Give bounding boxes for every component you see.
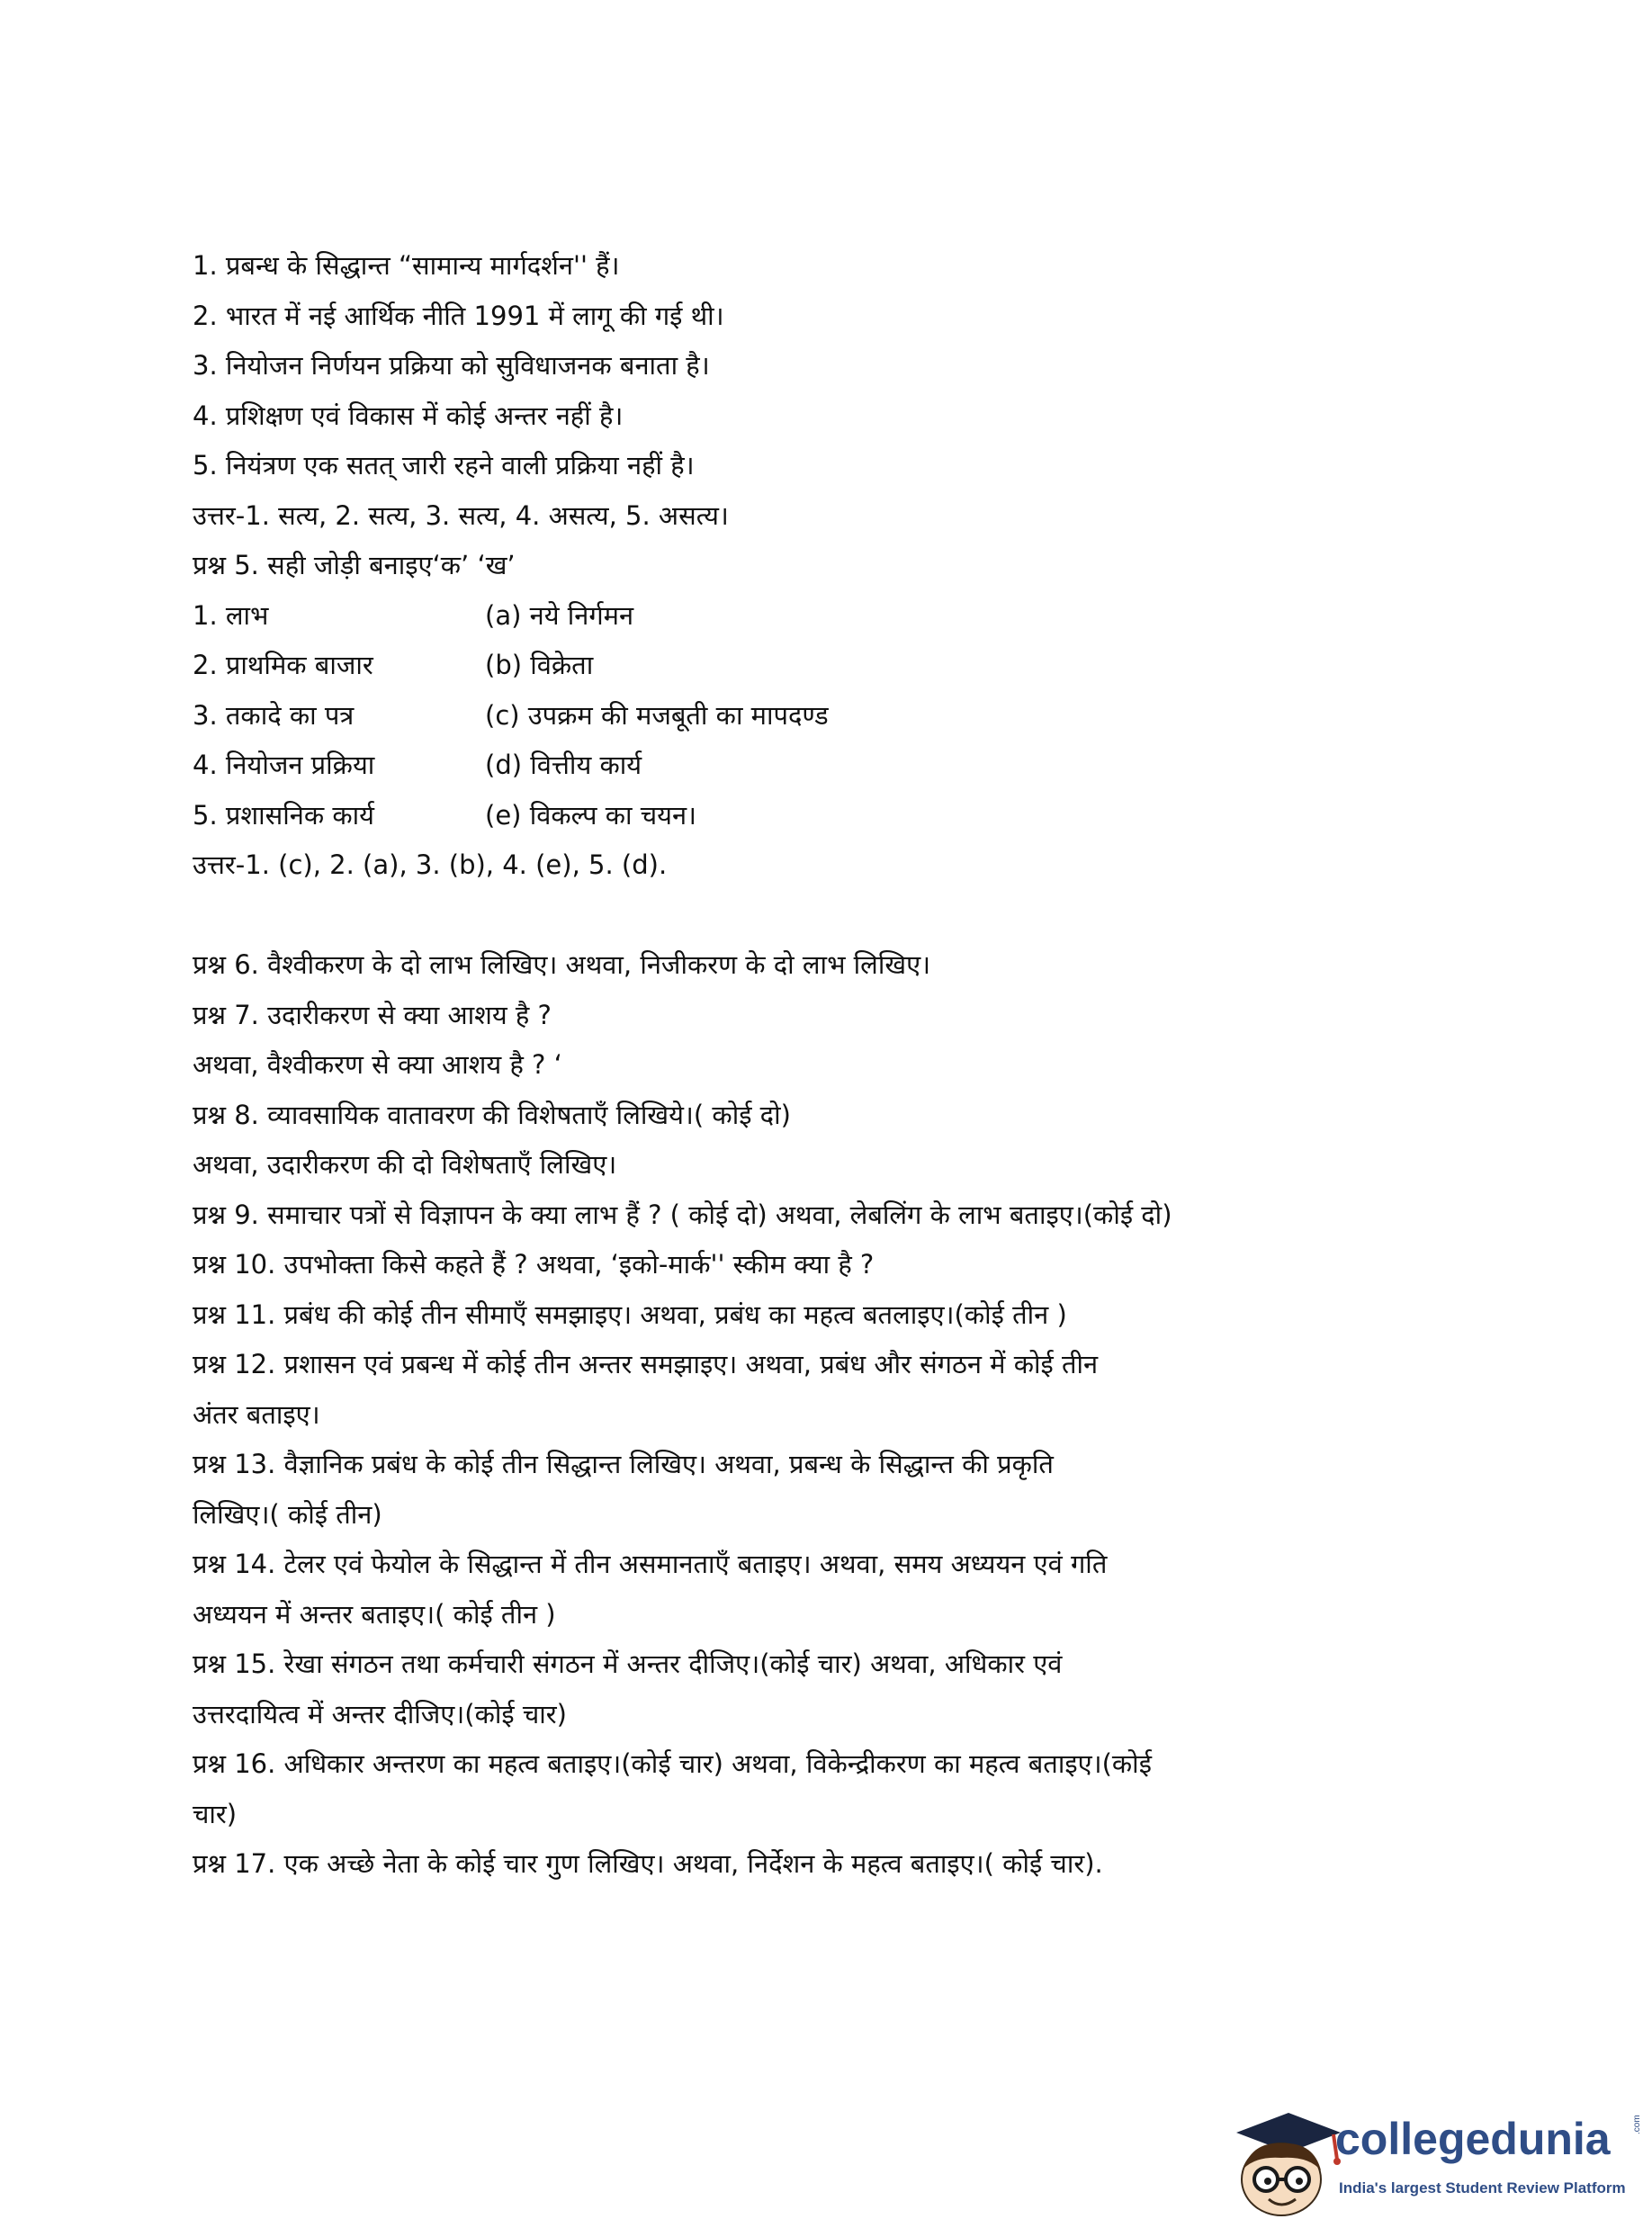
question-line: प्रश्न 16. अधिकार अन्तरण का महत्व बताइए।(कोई चार) अथवा, विकेन्द्रीकरण का महत्व बताइए।(कोई (193, 1748, 1152, 1779)
question-line: प्रश्न 13. वैज्ञानिक प्रबंध के कोई तीन सिद्धान्त लिखिए। अथवा, प्रबन्ध के सिद्धान्त की प्रकृति (193, 1449, 1054, 1479)
question-line: प्रश्न 8. व्यावसायिक वातावरण की विशेषताएँ लिखिये।( कोई दो) (193, 1099, 791, 1130)
statement-line: 3. नियोजन निर्णयन प्रक्रिया को सुविधाजनक बनाता है। (193, 350, 710, 381)
statement-line: 1. प्रबन्ध के सिद्धान्त “सामान्य मार्गदर्शन'' हैं। (193, 250, 620, 281)
spacer (193, 891, 1506, 941)
question-line: लिखिए।( कोई तीन) (193, 1498, 382, 1530)
question-line: प्रश्न 6. वैश्वीकरण के दो लाभ लिखिए। अथवा, निजीकरण के दो लाभ लिखिए। (193, 949, 931, 980)
document-body (193, 241, 1506, 1890)
matching-right: (e) विकल्प का चयन। (485, 799, 697, 831)
matching-section (193, 541, 1506, 891)
question-line: प्रश्न 10. उपभोक्ता किसे कहते हैं ? अथवा, ‘इको-मार्क'' स्कीम क्या है ? (193, 1249, 875, 1280)
logo-tagline: India's largest Student Review Platform (1339, 2179, 1626, 2197)
logo-domain-suffix: .com (1632, 2115, 1642, 2134)
question-line: अथवा, वैश्वीकरण से क्या आशय है ? ‘ (193, 1049, 562, 1080)
question-line: प्रश्न 14. टेलर एवं फेयोल के सिद्धान्त में तीन असमानताएँ बताइए। अथवा, समय अध्ययन एवं गति (193, 1549, 1108, 1579)
matching-row (193, 741, 1506, 791)
statement-line: 5. नियंत्रण एक सतत् जारी रहने वाली प्रक्रिया नहीं है। (193, 450, 695, 481)
question-line: प्रश्न 9. समाचार पत्रों से विज्ञापन के क्या लाभ हैं ? ( कोई दो) अथवा, लेबलिंग के लाभ बताइए।(कोई दो) (193, 1199, 1172, 1230)
matching-left: 1. लाभ (193, 599, 269, 631)
question-line: अध्ययन में अन्तर बताइए।( कोई तीन ) (193, 1598, 556, 1630)
question-line: प्रश्न 15. रेखा संगठन तथा कर्मचारी संगठन में अन्तर दीजिए।(कोई चार) अथवा, अधिकार एवं (193, 1649, 1063, 1679)
logo-wordmark: collegedunia (1335, 2114, 1611, 2164)
matching-right: (c) उपक्रम की मजबूती का मापदण्ड (485, 699, 829, 731)
answer-line: उत्तर-1. सत्य, 2. सत्य, 3. सत्य, 4. असत्य, 5. असत्य। (193, 499, 729, 531)
question-line: अथवा, उदारीकरण की दो विशेषताएँ लिखिए। (193, 1149, 617, 1180)
question-line: चार) (193, 1798, 238, 1829)
collegedunia-logo (1226, 2097, 1648, 2223)
statement-line: 4. प्रशिक्षण एवं विकास में कोई अन्तर नहीं है। (193, 400, 624, 431)
matching-row (193, 591, 1506, 642)
question-title: प्रश्न 5. सही जोड़ी बनाइए‘क’ ‘ख’ (193, 550, 516, 580)
student-mascot-icon (1226, 2097, 1342, 2223)
matching-left: 5. प्रशासनिक कार्य (193, 799, 374, 831)
matching-row (193, 791, 1506, 841)
matching-right: (b) विक्रेता (485, 650, 594, 680)
question-line: प्रश्न 11. प्रबंध की कोई तीन सीमाएँ समझाइए। अथवा, प्रबंध का महत्व बतलाइए।(कोई तीन ) (193, 1298, 1067, 1330)
matching-left: 4. नियोजन प्रक्रिया (193, 750, 375, 780)
answer-line: उत्तर-1. (c), 2. (a), 3. (b), 4. (e), 5. (d). (193, 849, 668, 880)
matching-row (193, 691, 1506, 741)
questions-section (193, 940, 1506, 1890)
matching-right: (a) नये निर्गमन (485, 599, 634, 631)
question-line: उत्तरदायित्व में अन्तर दीजिए।(कोई चार) (193, 1698, 567, 1729)
question-line: प्रश्न 7. उदारीकरण से क्या आशय है ? (193, 999, 552, 1030)
matching-right: (d) वित्तीय कार्य (485, 750, 642, 780)
question-line: अंतर बताइए। (193, 1398, 320, 1430)
true-false-section (193, 241, 1506, 541)
question-line: प्रश्न 17. एक अच्छे नेता के कोई चार गुण लिखिए। अथवा, निर्देशन के महत्व बताइए।( कोई चार). (193, 1848, 1103, 1879)
matching-row (193, 641, 1506, 691)
statement-line: 2. भारत में नई आर्थिक नीति 1991 में लागू की गई थी। (193, 300, 724, 331)
matching-left: 3. तकादे का पत्र (193, 699, 355, 731)
question-line: प्रश्न 12. प्रशासन एवं प्रबन्ध में कोई तीन अन्तर समझाइए। अथवा, प्रबंध और संगठन में कोई तीन (193, 1349, 1099, 1379)
matching-left: 2. प्राथमिक बाजार (193, 650, 373, 680)
